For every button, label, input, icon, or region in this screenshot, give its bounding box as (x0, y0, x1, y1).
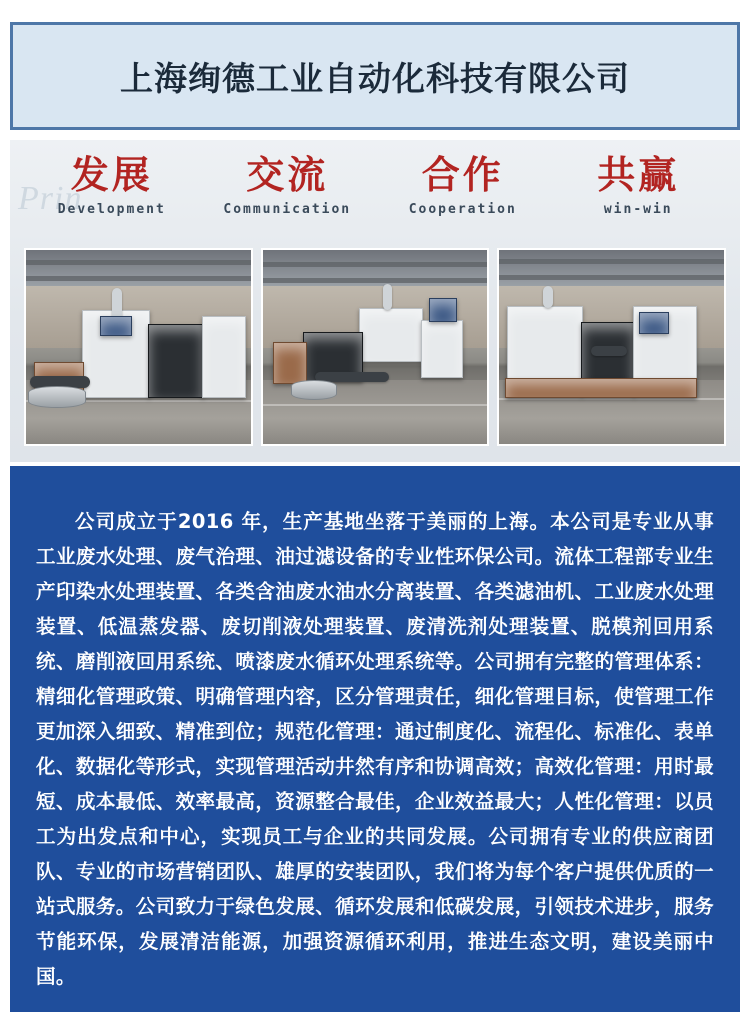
floor-line (263, 404, 488, 406)
page-title: 上海绚德工业自动化科技有限公司 (120, 58, 630, 98)
factory-photo-center (261, 248, 490, 446)
equipment-base-frame (505, 378, 697, 398)
floor-line (499, 398, 724, 400)
slogan-cooperation (383, 154, 543, 217)
blue-panel (429, 298, 457, 322)
slogan-winwin (558, 154, 718, 217)
slogan-en-text: win-win (603, 201, 673, 217)
storage-tank (28, 386, 86, 408)
blue-panel (639, 312, 669, 334)
ceiling-area (499, 250, 724, 286)
factory-photo-row (24, 248, 726, 446)
company-description-text: 公司成立于2016 年，生产基地坐落于美丽的上海。本公司是专业从事工业废水处理、废气治理、油过滤设备的专业性环保公司。流体工程部专业生产印染水处理装置、各类含油废水油水分离装置、各类滤油机、工业废水处理装置、低温蒸发器、废切削液处理装置、废清洗剂处理装置、脱模剂回用系统、磨削液回用系统、喷漆废水循环处理系统等。公司拥有完整的管理体系：精细化管理政策、明确管理内容，区分管理责任，细化管理目标，使管理工作更加深入细致、精准到位；规范化管理：通过制度化、流程化、标准化、表单化、数据化等形式，实现管理活动井然有序和协调高效；高效化管理：用时最短、成本最低、效率最高，资源整合最佳，企业效益最大；人性化管理：以员工为出发点和中心，实现员工与企业的共同发展。公司拥有专业的供应商团队、专业的市场营销团队、雄厚的安装团队，我们将为每个客户提供优质的一站式服务。公司致力于绿色发展、循环发展和低碳发展，引领技术进步，服务节能环保，发展清洁能源，加强资源循环利用，推进生态文明，建设美丽中国。 (36, 509, 714, 988)
ceiling-beam (26, 260, 251, 265)
company-description-block (10, 466, 740, 1012)
chiller-unit (359, 308, 423, 362)
compressor-unit (148, 324, 204, 398)
ceiling-beam (263, 262, 488, 267)
storage-tank (291, 380, 337, 400)
slogan-cn-text: 发展 (70, 153, 153, 197)
control-cabinet (421, 320, 463, 378)
factory-photo-left (24, 248, 253, 446)
control-cabinet (202, 316, 246, 398)
slogan-development (32, 154, 192, 217)
slogan-cn-text: 合作 (421, 153, 504, 197)
slogan-en-text: Communication (223, 201, 352, 217)
ceiling-beam (499, 275, 724, 280)
slogan-cn-text: 共赢 (597, 153, 680, 197)
vertical-pipe (543, 286, 553, 308)
blue-panel (100, 316, 132, 336)
factory-photo-right (497, 248, 726, 446)
ceiling-beam (263, 278, 488, 283)
company-title-band (10, 22, 740, 130)
pump-base (273, 342, 307, 384)
slogan-row (10, 154, 740, 217)
slogan-en-text: Development (57, 201, 166, 217)
slogan-banner (10, 140, 740, 462)
ceiling-beam (499, 259, 724, 264)
slogan-en-text: Cooperation (408, 201, 517, 217)
slogan-cn-text: 交流 (246, 153, 329, 197)
ceiling-beam (26, 276, 251, 281)
slogan-communication (207, 154, 367, 217)
watermark-text: Prin (18, 180, 83, 217)
vertical-pipe (383, 284, 392, 310)
horizontal-pipe (591, 346, 627, 356)
